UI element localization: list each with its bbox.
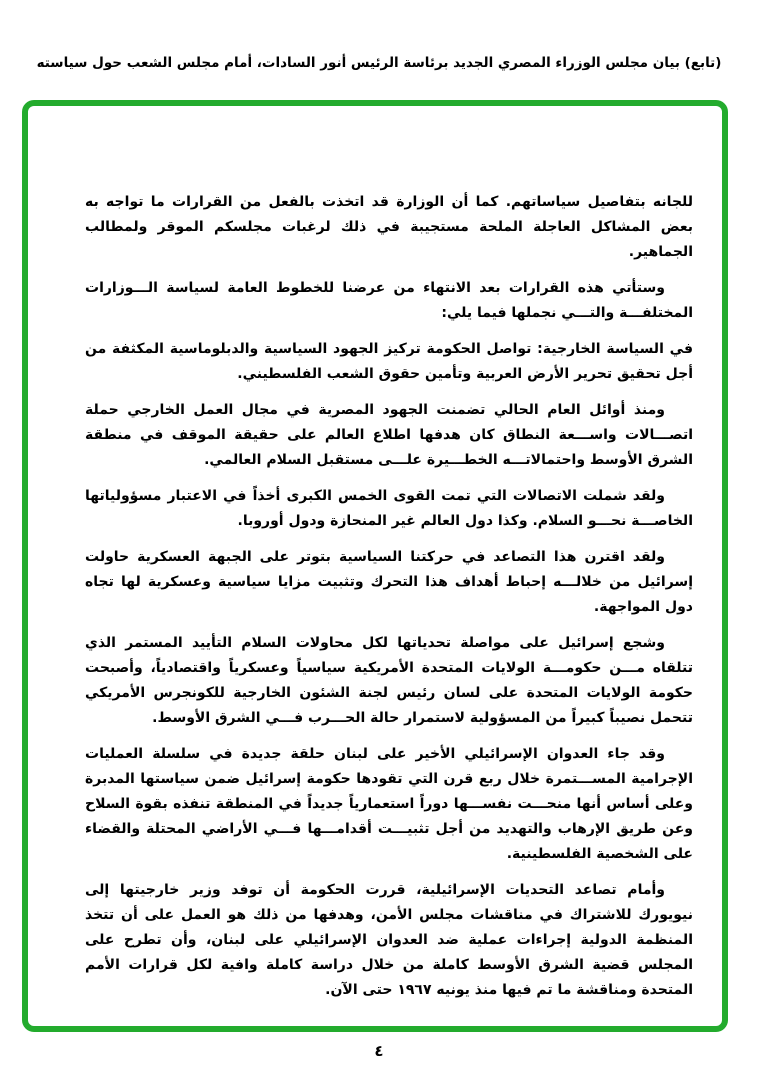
document-header-title: (تابع) بيان مجلس الوزراء المصري الجديد برئاسة الرئيس أنور السادات، أمام مجلس الشعب حول سياسته <box>36 55 722 71</box>
paragraph-5: ولقد شملت الاتصالات التي تمت القوى الخمس الكبرى أخذاً في الاعتبار مسؤولياتها الخاصـــة نحـــو السلام. وكذا دول العالم غير المنحازة ودول أوروبا. <box>85 488 693 529</box>
paragraph-2: وستأتي هذه القرارات بعد الانتهاء من عرضنا للخطوط العامة لسياسة الـــوزارات المختلفـــة والتـــي نجملها فيما يلي: <box>85 280 693 321</box>
paragraph-3: في السياسة الخارجية: تواصل الحكومة تركيز الجهود السياسية والدبلوماسية المكثفة من أجل تحقيق تحرير الأرض العربية وتأمين حقوق الشعب الفلسطيني. <box>85 341 693 382</box>
paragraph-6: ولقد اقترن هذا التصاعد في حركتنا السياسية بتوتر على الجبهة العسكرية حاولت إسرائيل من خلالـــه إحباط أهداف هذا التحرك وتثبيت مزايا سياسية وعسكرية لها تجاه دول المواجهة. <box>85 549 693 615</box>
paragraph-4: ومنذ أوائل العام الحالي تضمنت الجهود المصرية في مجال العمل الخارجي حملة اتصـــالات واســـعة النطاق كان هدفها اطلاع العالم على حقيقة الموقف في منطقة الشرق الأوسط واحتمالاتـــه الخطـــيرة علـــى مستقبل السلام العالمي. <box>85 402 693 468</box>
page-number: ٤ <box>374 1042 384 1060</box>
paragraph-9: وأمام تصاعد التحديات الإسرائيلية، قررت الحكومة أن توفد وزير خارجيتها إلى نيويورك للاشتراك في مناقشات مجلس الأمن، وهدفها من ذلك هو العمل على أن تتخذ المنظمة الدولية إجراءات عملية ضد العدوان الإسرائيلي على لبنان، وأن تطرح على المجلس قضية الشرق الأوسط كاملة من خلال دراسة كاملة وافية لكل قرارات الأمم المتحدة ومناقشة ما تم فيها منذ يونيه ١٩٦٧ حتى الآن. <box>85 882 693 998</box>
document-border-frame <box>22 100 728 1032</box>
paragraph-7: وشجع إسرائيل على مواصلة تحدياتها لكل محاولات السلام التأييد المستمر الذي تتلقاه مـــن حكومـــة الولايات المتحدة الأمريكية سياسياً وعسكرياً واقتصادياً، وأصبحت حكومة الولايات المتحدة على لسان رئيس لجنة الشئون الخارجية للكونجرس الأمريكي تتحمل نصيباً كبيراً من المسؤولية لاستمرار حالة الحـــرب فـــي الشرق الأوسط. <box>85 635 693 726</box>
paragraph-1: للجانه بتفاصيل سياساتهم. كما أن الوزارة قد اتخذت بالفعل من القرارات ما تواجه به بعض المشاكل العاجلة الملحة مستجيبة في ذلك لرغبات مجلسكم الموقر ولمطالب الجماهير. <box>85 194 693 260</box>
paragraph-8: وقد جاء العدوان الإسرائيلي الأخير على لبنان حلقة جديدة في سلسلة العمليات الإجرامية المســـتمرة خلال ربع قرن التي تقودها حكومة إسرائيل ضمن سياستها المدبرة وعلى أساس أنها منحـــت نفســـها دوراً استعمارياً جديداً في المنطقة تنفذه بقوة السلاح وعن طريق الإرهاب والتهديد من أجل تثبيـــت أقدامـــها فـــي الأراضي المحتلة والقضاء على الشخصية الفلسطينية. <box>85 746 693 862</box>
document-body <box>85 190 693 1014</box>
